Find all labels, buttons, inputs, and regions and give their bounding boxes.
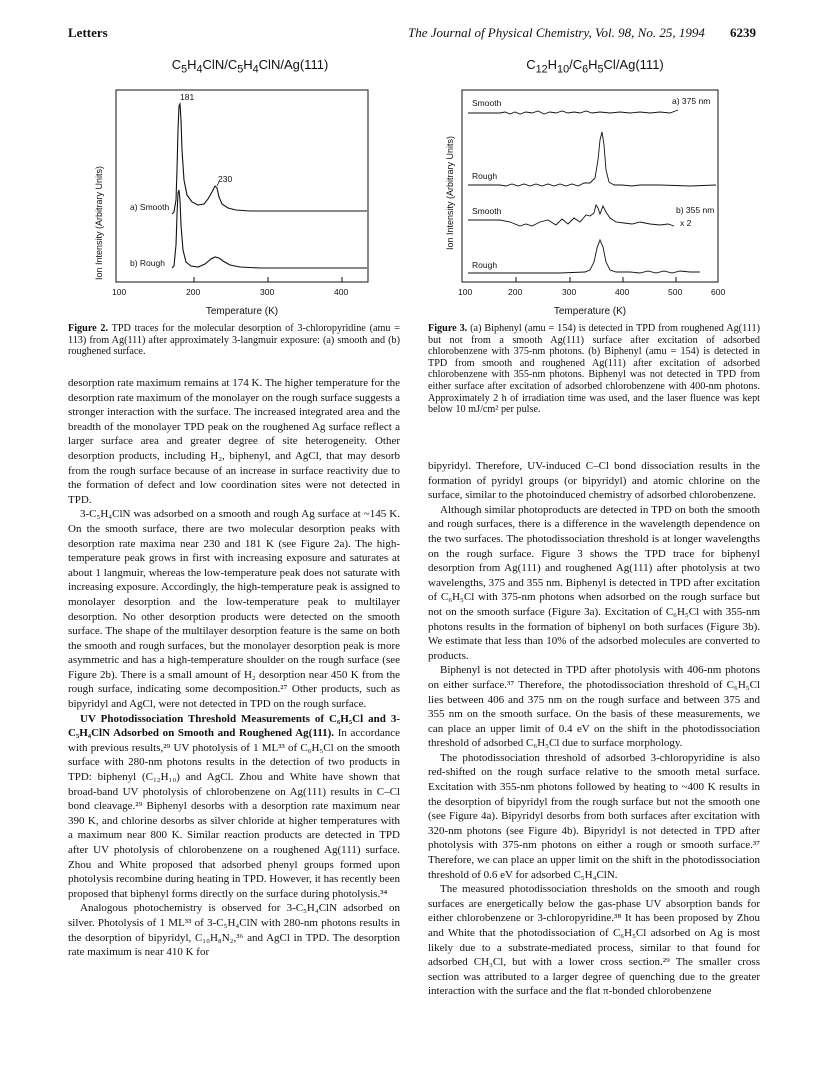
figure3-label-b-rough: Rough (472, 260, 498, 270)
figure2-title: $C_5H_4ClN/C_5H_4ClN/Ag(111)$ (171, 57, 329, 76)
figure3-tick-100: 100 (458, 287, 473, 297)
figure2-ylabel: Ion Intensity (Arbitrary Units) (94, 165, 104, 280)
figure3-label-x2: x 2 (680, 218, 692, 228)
paragraph: The measured photodissociation thresholds on the smooth and rough surfaces are energetically below the gas-phase UV absorption bands for either chlorobenzene or 3-chloropyridine.³⁸ It has been proposed by Zhou and White that the photodissociation of C₆H₅Cl adsorbed on Ag is most likely due to a substrate-mediated process, similar to that found for adsorbed CH₃Cl, but with a lower cross section.²⁹ The smaller cross section was attributed to a larger degree of quenching due to the greater interaction with the surface and the flat π-bonded chlorobenzene (428, 883, 760, 998)
paragraph: Although similar photoproducts are detected in TPD on both the smooth and rough surfaces, there is a difference in the wavelength dependence on the two surfaces. The photodissociation threshold is at longer wavelengths on the rough surface. Figure 3 shows the TPD trace for biphenyl desorption from Ag(111) and roughened Ag(111) after photolysis at two wavelengths, 375 and 355 nm. Biphenyl is detected in TPD after excitation of C₆H₅Cl with 375-nm photons when adsorbed on the rough surface but not on the smooth surface (Figure 3a). Excitation of C₆H₅Cl with 355-nm photons results in the formation of biphenyl on both surfaces (Figure 3b). We estimate that less than 10% of the adsorbed molecules are converted to products. (428, 503, 760, 662)
figure3-caption (428, 323, 760, 416)
paragraph-text: In accordance with previous results,²⁹ UV photolysis of 1 ML³³ of C₆H₅Cl on the smooth surface with 280-nm photons results in the detection of two products in TPD: biphenyl (C₁₂H₁₀) and AgCl. Zhou and White have shown that broad-band UV photolysis of chlorobenzene on Ag(111) results in C–Cl bond cleavage.²⁹ Biphenyl desorbs with a desorption rate maximum near 390 K, and chlorine desorbs as silver chloride at higher temperatures with a maximum near 800 K. Similar reaction products are detected in TPD after UV photolysis of chlorobenzene on a roughened Ag(111) surface. Zhou and White proposed that adsorbed phenyl groups formed upon photolysis recombine during heating in TPD. However, it has recently been proposed that biphenyl forms directly on the surface during photolysis.³⁴ (68, 727, 401, 900)
figure3-label-b-smooth: Smooth (472, 206, 502, 216)
figure2-peak-181: 181 (180, 92, 195, 102)
section-paragraph (68, 712, 400, 902)
running-header-left: Letters (68, 25, 108, 40)
section-heading: UV Photodissociation Threshold Measurements of C₆H₅Cl and 3-C₅H₄ClN Adsorbed on Smooth and Roughened Ag(111). (68, 712, 400, 740)
paragraph: Analogous photochemistry is observed for 3-C₅H₄ClN adsorbed on silver. Photolysis of 1 ML³³ of 3-C₅H₄ClN with 280-nm photons results in the desorption of bipyridyl, C₁₀H₈N₂,³⁶ and AgCl in TPD. The desorption rate maximum is near 410 K for (68, 902, 400, 959)
paragraph: 3-C₅H₄ClN was adsorbed on a smooth and rough Ag surface at ~145 K. On the smooth surface, there are two molecular desorption peaks with desorption rate maxima near 230 and 181 K (see Figure 2a). The high-temperature peak grows in first with increasing exposure and saturates at about 1 langmuir, whereas the low-temperature peak does not saturate with increasing exposure. Accordingly, the high-temperature peak is assigned to monolayer desorption and the low-temperature peak to multilayer desorption. No other desorption products were detected on the smooth surface. The shape of the multilayer desorption feature is the same on both the smooth and rough surfaces, but the monolayer desorption peak is more asymmetric and has a high-temperature shoulder on the rough surface (see Figure 2b). There is a small amount of H₂ desorption near 450 K from the rough surface, indicating some decomposition.²⁷ Other products, such as bipyridyl and AgCl, were not detected in TPD on the rough surface. (68, 508, 400, 711)
figure3-trace-a-rough (468, 132, 716, 186)
journal-citation: The Journal of Physical Chemistry, Vol. 98, No. 25, 1994 (408, 25, 705, 40)
figure3-title: $C_{12}H_{10}/C_6H_5Cl/Ag(111)$ (526, 57, 664, 76)
figure2-xlabel: Temperature (K) (205, 306, 279, 317)
figure2-caption-label: Figure 2. (68, 323, 109, 334)
figure3-tick-400: 400 (615, 287, 630, 297)
paragraph: Biphenyl is not detected in TPD after photolysis with 406-nm photons on either surface.³⁷ Therefore, the photodissociation threshold of C₆H₅Cl lies between 406 and 375 nm on the rough surface and between 375 and 355 nm on the smooth surface. On the basis of these measurements, we can place an upper limit of 0.4 eV on the shift in the photodissociation threshold of adsorbed C₆H₅Cl due to surface morphology. (428, 664, 760, 750)
figure2-tick-100: 100 (112, 287, 127, 297)
figure3-tick-500: 500 (668, 287, 683, 297)
figure3-caption-text: (a) Biphenyl (amu = 154) is detected in TPD from roughened Ag(111) but not from a smooth Ag(111) surface after excitation of adsorbed chlorobenzene with 375-nm photons. (b) Biphenyl (amu = 154) is detected in TPD from smooth and roughened Ag(111) after excitation of adsorbed chlorobenzene with 355-nm photons. Biphenyl was not detected in TPD from either surface after excitation of adsorbed chlorobenzene with 400-nm photons. Approximately 2 h of irradiation time was used, and the laser fluence was kept below 10 mJ/cm² per pulse. (428, 323, 760, 416)
figure3-ylabel: Ion Intensity (Arbitrary Units) (445, 135, 455, 250)
paragraph: bipyridyl. Therefore, UV-induced C–Cl bond dissociation results in the formation of pyridyl groups (or bipyridyl) and atomic chlorine on the surface, similar to the photoinduced chemistry of adsorbed chlorobenzene. (428, 460, 760, 502)
page-number: 6239 (730, 25, 756, 40)
figure3-label-375nm: a) 375 nm (672, 96, 711, 106)
figure2-tick-400: 400 (334, 287, 349, 297)
paragraph: desorption rate maximum remains at 174 K. The higher temperature for the desorption rate maximum of the monolayer on the rough surface suggests a stronger interaction with the surface. The increased integrated area and the breadth of the monolayer TPD peak on the roughened Ag surface reflect a larger surface area and greater degree of site heterogeneity. Other desorption products, including H₂, biphenyl, and AgCl, that may desorb from the rough surface because of an increase in surface reactivity due to the formation of defect and low coordination sites were not detected in TPD. (68, 377, 400, 506)
figure3-label-a-smooth: Smooth (472, 98, 502, 108)
left-column (68, 376, 400, 960)
figure2-tick-300: 300 (260, 287, 275, 297)
figure3-trace-a-smooth (468, 110, 678, 114)
figure3-label-a-rough: Rough (472, 171, 498, 181)
figure3-xlabel: Temperature (K) (553, 306, 627, 317)
figure2-label-rough: b) Rough (130, 258, 165, 268)
paragraph: The photodissociation threshold of adsorbed 3-chloropyridine is also red-shifted on the rough surface relative to the smooth metal surface. Excitation with 355-nm photons followed by heating to ~400 K results in the desorption of bipyridyl from the rough surface but not the smooth one (see Figure 4a). Bipyridyl desorbs from both surfaces after excitation with 320-nm photons (see Figure 4b). Bipyridyl is not detected in TPD after photolysis with 375-nm photons on either a rough or smooth surface.³⁷ Therefore, we can place an upper limit on the shift in the photodissociation threshold of 0.6 eV for adsorbed C₅H₄ClN. (428, 751, 760, 881)
figure3-caption-label: Figure 3. (428, 323, 468, 334)
right-column (428, 459, 760, 999)
figure3-label-355nm: b) 355 nm (676, 205, 715, 215)
figure3-trace-b-rough (468, 240, 700, 273)
figure3-tick-600: 600 (711, 287, 726, 297)
figure2-tick-200: 200 (186, 287, 201, 297)
figure2-peak-230: 230 (218, 174, 233, 184)
figure3-tick-200: 200 (508, 287, 523, 297)
figure2-label-smooth: a) Smooth (130, 202, 170, 212)
figure3-tick-300: 300 (562, 287, 577, 297)
figure2-caption-text: TPD traces for the molecular desorption of 3-chloropyridine (amu = 113) from Ag(111) after approximately 3-langmuir exposure: (a) smooth and (b) roughened surface. (68, 323, 400, 358)
